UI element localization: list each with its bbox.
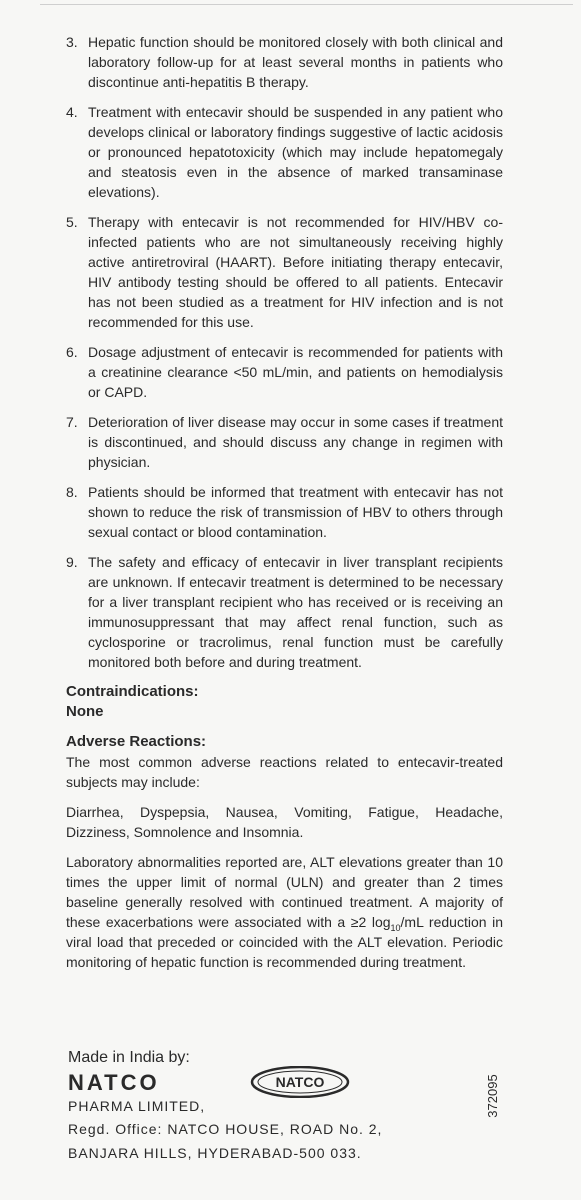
item-text: The safety and efficacy of entecavir in liver transplant recipients are unknown. If entecavir treatment is determined to be necessary for a liver transplant recipient who has received or is receiving an immunosuppressant that may affect renal function, such as cyclosporine or tracrolimus, renal function must be carefully monitored both before and during treatment. — [88, 554, 503, 670]
adverse-list: Diarrhea, Dyspepsia, Nausea, Vomiting, Fatigue, Headache, Dizziness, Somnolence and Insomnia. — [66, 804, 503, 840]
address-line-2: BANJARA HILLS, HYDERABAD-500 033. — [68, 1145, 362, 1161]
item-number: 4. — [66, 104, 78, 120]
batch-code: 372095 — [485, 1074, 500, 1118]
list-item — [66, 32, 503, 92]
lab-abnormalities-paragraph — [66, 852, 503, 972]
manufacturer-footer — [68, 1048, 508, 1168]
natco-logo — [250, 1066, 350, 1098]
top-divider — [40, 4, 573, 5]
item-number: 3. — [66, 34, 78, 50]
lab-subscript: 10 — [390, 922, 401, 933]
item-text: Hepatic function should be monitored closely with both clinical and laboratory follow-up for at least several months in patients who discontinue anti-hepatitis B therapy. — [88, 34, 503, 90]
item-text: Patients should be informed that treatment with entecavir has not shown to reduce the risk of transmission of HBV to others through sexual contact or blood contamination. — [88, 484, 503, 540]
list-item — [66, 552, 503, 672]
company-name: NATCO — [68, 1070, 160, 1095]
logo-text: NATCO — [275, 1074, 325, 1090]
item-number: 5. — [66, 214, 78, 230]
item-number: 7. — [66, 414, 78, 430]
list-item — [66, 212, 503, 332]
contraindications-value: None — [66, 703, 104, 720]
list-item — [66, 482, 503, 542]
adverse-reactions-heading: Adverse Reactions: — [66, 733, 207, 750]
item-number: 8. — [66, 484, 78, 500]
item-text: Dosage adjustment of entecavir is recommended for patients with a creatinine clearance <50 mL/min, and patients on hemodialysis or CAPD. — [88, 344, 503, 400]
item-number: 6. — [66, 344, 78, 360]
list-item — [66, 342, 503, 402]
item-text: Therapy with entecavir is not recommended for HIV/HBV co-infected patients who are not simultaneously receiving highly active antiretroviral (HAART). Before initiating therapy entecavir, HIV antibody testing should be offered to all patients. Entecavir has not been studied as a treatment for HIV infection and is not recommended for this use. — [88, 214, 503, 330]
leaflet-content — [66, 32, 503, 982]
item-text: Treatment with entecavir should be suspended in any patient who develops clinical or laboratory findings suggestive of lactic acidosis or pronounced hepatotoxicity (which may include hepatomegaly and steatosis even in the absence of marked transaminase elevations). — [88, 104, 503, 200]
lab-text-part1: Laboratory abnormalities reported are, ALT elevations greater than 10 times the upper limit of normal (ULN) and greater than 2 times baseline generally resolved with continued treatment. A majority of these exacerbations were associated with a ≥2 log — [66, 854, 503, 930]
address-line-1: Regd. Office: NATCO HOUSE, ROAD No. 2, — [68, 1121, 383, 1137]
contraindications-heading: Contraindications: — [66, 683, 199, 700]
made-in-label: Made in India by: — [68, 1049, 190, 1066]
item-number: 9. — [66, 554, 78, 570]
item-text: Deterioration of liver disease may occur in some cases if treatment is discontinued, and should discuss any change in regimen with physician. — [88, 414, 503, 470]
adverse-intro: The most common adverse reactions related to entecavir-treated subjects may include: — [66, 754, 503, 790]
list-item — [66, 102, 503, 202]
list-item — [66, 412, 503, 472]
lab-text-part2: /mL reduction in viral load that preceded or coincided with the ALT elevation. Periodic monitoring of hepatic function is recommended during treatment. — [66, 914, 503, 970]
company-subtitle: PHARMA LIMITED, — [68, 1098, 206, 1114]
